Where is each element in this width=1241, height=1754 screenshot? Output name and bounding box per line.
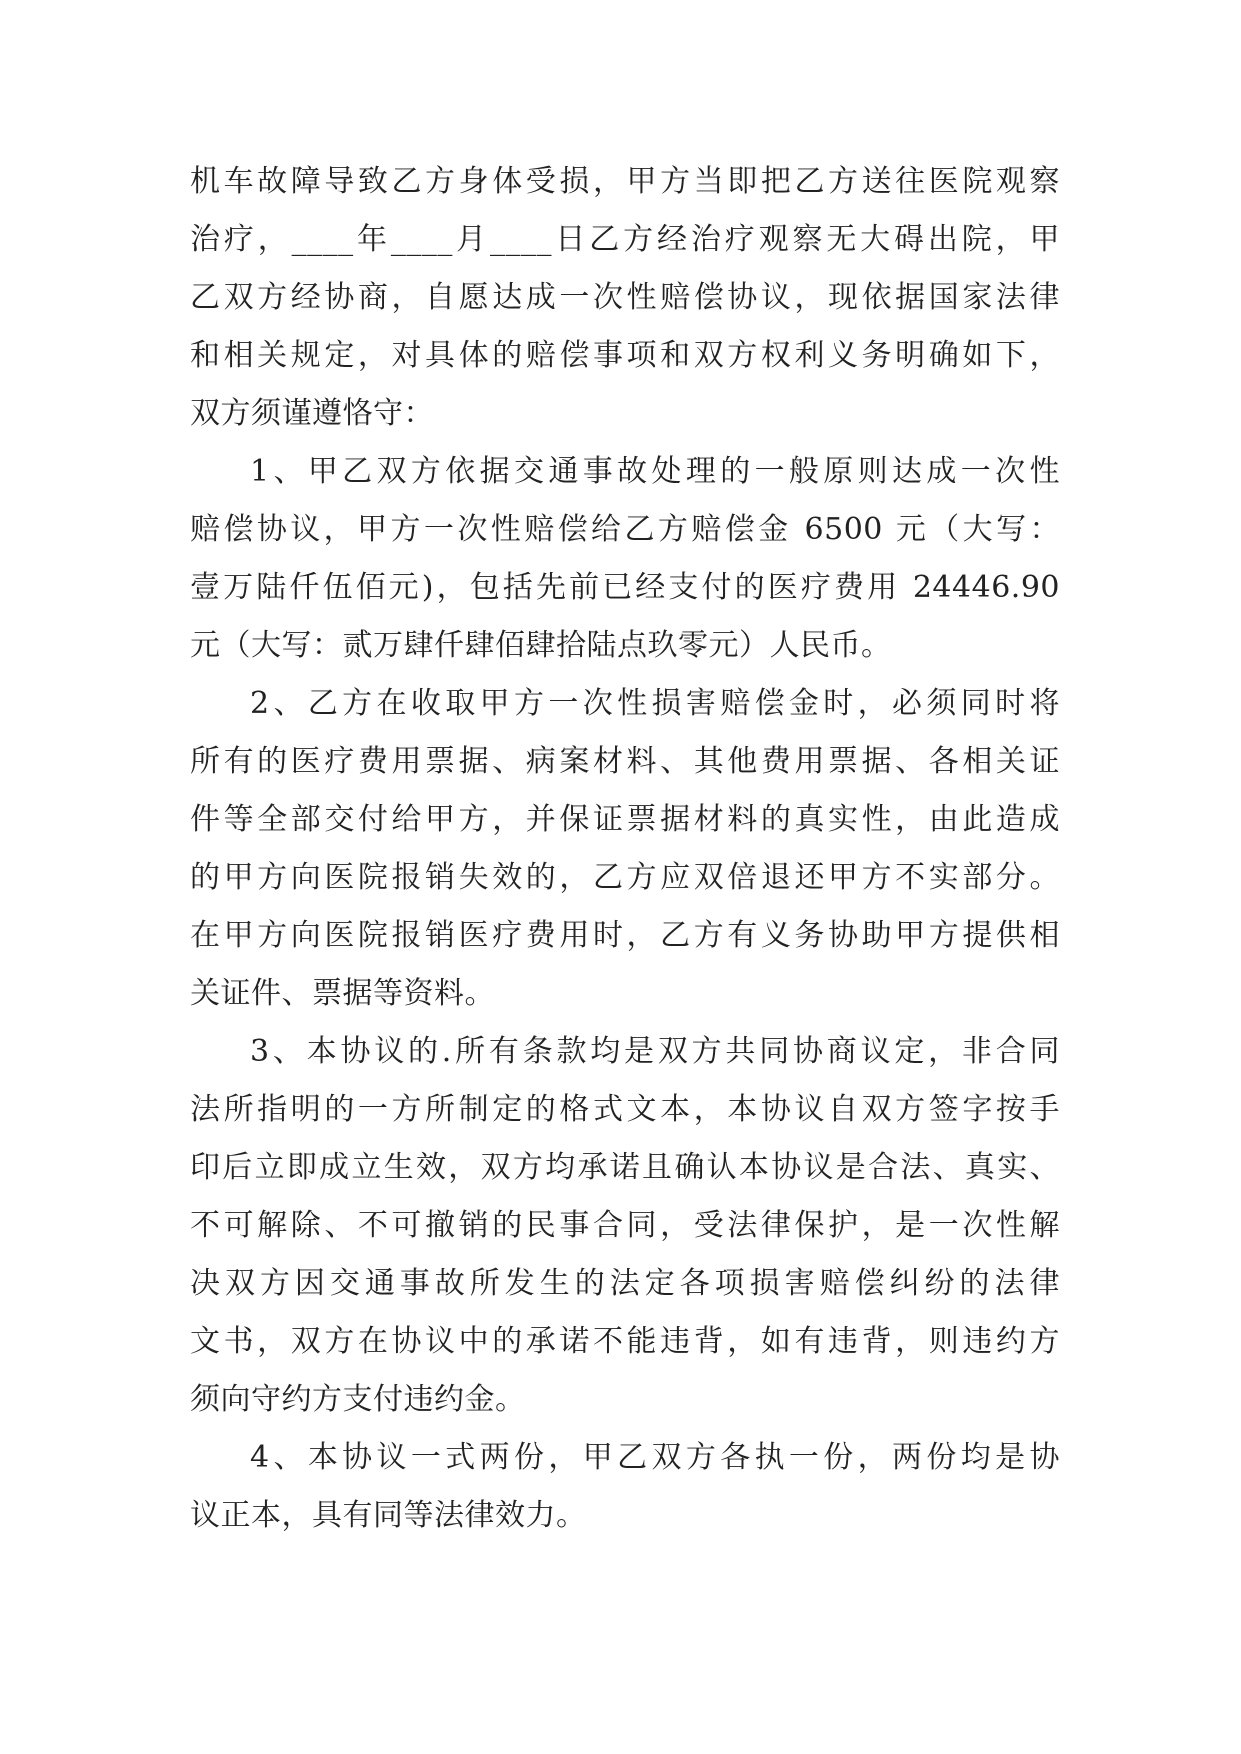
text-line: 印后立即成立生效，双方均承诺且确认本协议是合法、真实、 — [190, 1150, 1060, 1185]
text-line: 议正本，具有同等法律效力。 — [190, 1498, 587, 1533]
paragraph-clause-3 — [190, 1023, 1060, 1429]
paragraph-clause-4 — [190, 1429, 1060, 1545]
text-line: 1、甲乙双方依据交通事故处理的一般原则达成一次性 — [250, 454, 1060, 489]
text-line: 4、本协议一式两份，甲乙双方各执一份，两份均是协 — [250, 1440, 1060, 1475]
text-line: 不可解除、不可撤销的民事合同，受法律保护，是一次性解 — [190, 1208, 1060, 1243]
text-line: 双方须谨遵恪守： — [190, 396, 434, 431]
text-line: 在甲方向医院报销医疗费用时，乙方有义务协助甲方提供相 — [190, 918, 1060, 953]
text-line: 元（大写：贰万肆仟肆佰肆拾陆点玖零元）人民币。 — [190, 628, 892, 663]
text-line: 关证件、票据等资料。 — [190, 976, 495, 1011]
text-line: 治疗，____年____月____日乙方经治疗观察无大碍出院，甲 — [190, 222, 1060, 257]
text-line: 法所指明的一方所制定的格式文本，本协议自双方签字按手 — [190, 1092, 1060, 1127]
paragraph-clause-1 — [190, 443, 1060, 675]
text-line: 2、乙方在收取甲方一次性损害赔偿金时，必须同时将 — [250, 686, 1060, 721]
text-line: 件等全部交付给甲方，并保证票据材料的真实性，由此造成 — [190, 802, 1060, 837]
text-line: 乙双方经协商，自愿达成一次性赔偿协议，现依据国家法律 — [190, 280, 1060, 315]
paragraph-clause-2 — [190, 675, 1060, 1023]
text-line: 所有的医疗费用票据、病案材料、其他费用票据、各相关证 — [190, 744, 1060, 779]
text-line: 的甲方向医院报销失效的，乙方应双倍退还甲方不实部分。 — [190, 860, 1060, 895]
text-line: 和相关规定，对具体的赔偿事项和双方权利义务明确如下， — [190, 338, 1060, 373]
text-line: 3、本协议的.所有条款均是双方共同协商议定，非合同 — [250, 1034, 1060, 1069]
document-body — [190, 153, 1060, 1545]
text-line: 壹万陆仟伍佰元)，包括先前已经支付的医疗费用 24446.90 — [190, 570, 1060, 605]
text-line: 机车故障导致乙方身体受损，甲方当即把乙方送往医院观察 — [190, 164, 1060, 199]
text-line: 文书，双方在协议中的承诺不能违背，如有违背，则违约方 — [190, 1324, 1060, 1359]
text-line: 须向守约方支付违约金。 — [190, 1382, 526, 1417]
text-line: 决双方因交通事故所发生的法定各项损害赔偿纠纷的法律 — [190, 1266, 1060, 1301]
text-line: 赔偿协议，甲方一次性赔偿给乙方赔偿金 6500 元（大写： — [190, 512, 1060, 547]
paragraph-intro — [190, 153, 1060, 443]
